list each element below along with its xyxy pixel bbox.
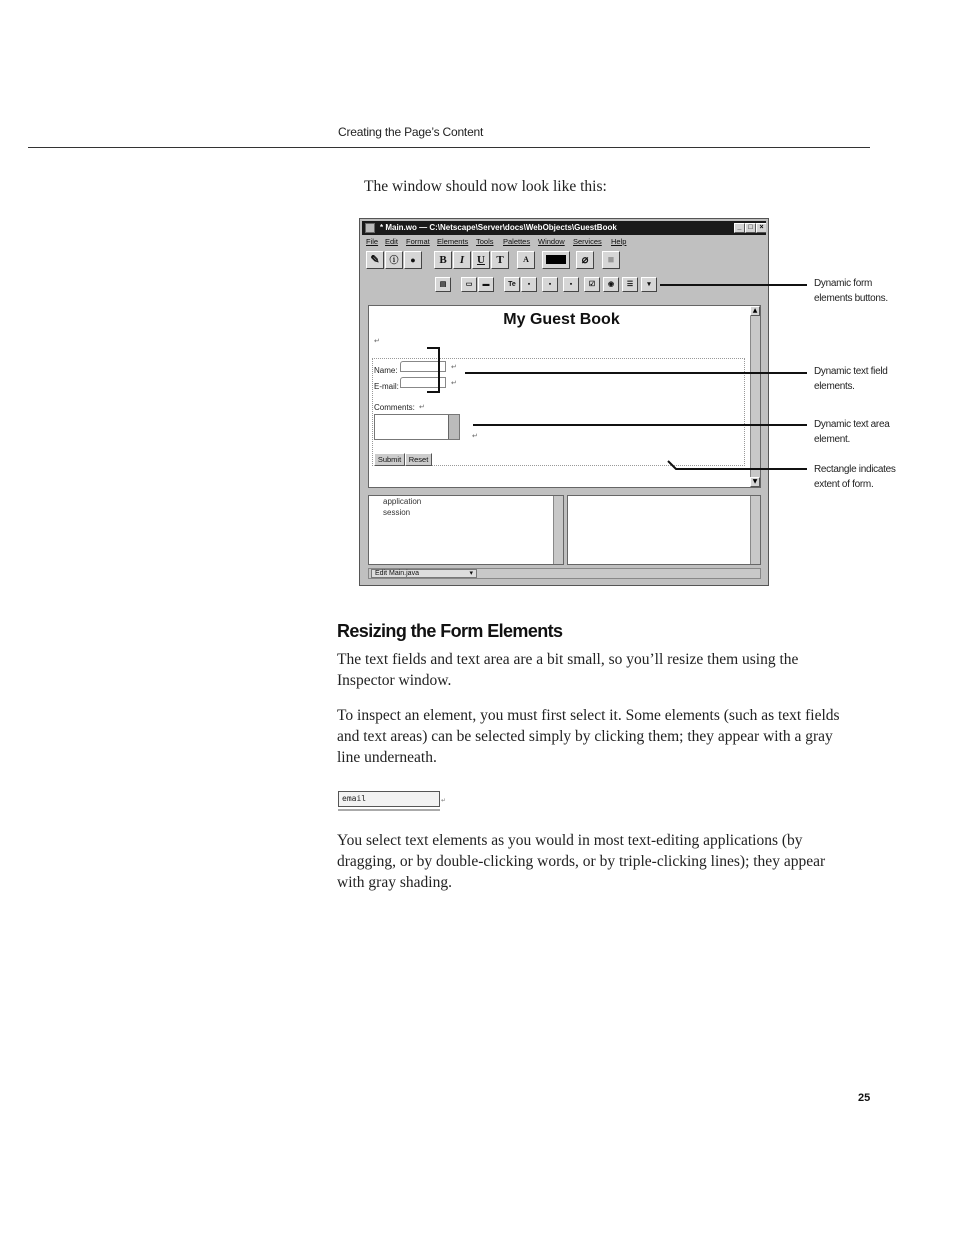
minimize-icon: _ xyxy=(734,223,745,233)
reset-button: Reset xyxy=(405,453,432,466)
callout-text: Dynamic form xyxy=(814,278,873,289)
callout-text: Dynamic text area xyxy=(814,419,890,430)
pencil-icon: ✎ xyxy=(366,251,384,269)
callout-text: element. xyxy=(814,434,850,445)
running-header: Creating the Page’s Content xyxy=(338,125,484,139)
text-style-button: T xyxy=(491,251,509,269)
scroll-up-icon: ▲ xyxy=(750,306,760,316)
password-icon: ▬ xyxy=(478,277,494,292)
page-number: 25 xyxy=(858,1092,871,1104)
popup-icon: ▾ xyxy=(641,277,657,292)
menu-file: File xyxy=(366,237,379,246)
menu-format: Format xyxy=(406,237,430,246)
disabled-icon: ■ xyxy=(602,251,620,269)
paragraph-2: To inspect an element, you must first select it. Some elements (such as text fields and text areas) can be selected simply by clicking them; they appear with a gray line underneath. xyxy=(337,707,840,766)
checkbox-icon: ☑ xyxy=(584,277,600,292)
section-heading: Resizing the Form Elements xyxy=(337,621,563,641)
textarea-icon: Te xyxy=(504,277,520,292)
name-label: Name: xyxy=(374,366,398,375)
email-label: E-mail: xyxy=(374,382,399,391)
close-icon: × xyxy=(756,223,766,233)
font-size-button: A xyxy=(517,251,535,269)
submit-button-icon: ▪ xyxy=(521,277,537,292)
menu-tools: Tools xyxy=(476,237,494,246)
italic-button: I xyxy=(453,251,471,269)
reset-button-icon: ▪ xyxy=(542,277,558,292)
email-field-sample: email xyxy=(338,791,440,807)
return-mark: ↵ xyxy=(451,363,457,371)
return-mark: ↵ xyxy=(472,432,478,440)
image-button-icon: ▪ xyxy=(563,277,579,292)
callout-text: elements buttons. xyxy=(814,293,888,304)
maximize-icon: □ xyxy=(745,223,756,233)
callout-rectangle xyxy=(814,462,896,492)
combo-label: Edit Main.java xyxy=(375,570,419,577)
intro-text: The window should now look like this: xyxy=(364,178,607,195)
return-mark: ↵ xyxy=(419,403,425,411)
menu-help: Help xyxy=(611,237,627,246)
callout-text: Rectangle indicates xyxy=(814,464,896,475)
callout-text: elements. xyxy=(814,381,855,392)
link-icon: ⌀ xyxy=(576,251,594,269)
paragraph-1: The text fields and text area are a bit small, so you’ll resize them using the Inspector window. xyxy=(337,651,799,689)
comments-label: Comments: xyxy=(374,403,415,412)
browser-list-icon: ☰ xyxy=(622,277,638,292)
return-mark: ↵ xyxy=(441,797,447,804)
callout-text: extent of form. xyxy=(814,479,874,490)
callout-text: Dynamic text field xyxy=(814,366,888,377)
selection-underline xyxy=(338,809,440,811)
globe-icon: ● xyxy=(404,251,422,269)
return-mark: ↵ xyxy=(374,337,380,345)
chevron-down-icon: ▾ xyxy=(469,570,473,577)
info-icon: ⓘ xyxy=(385,251,403,269)
scroll-down-icon: ▼ xyxy=(750,477,760,487)
menu-palettes: Palettes xyxy=(503,237,531,246)
underline-button: U xyxy=(472,251,490,269)
textfield-icon: ▭ xyxy=(461,277,477,292)
variable-item: application xyxy=(383,497,422,506)
window-title: * Main.wo — C:\Netscape\Server\docs\WebObjects\GuestBook xyxy=(380,223,617,232)
variable-item: session xyxy=(383,508,411,517)
submit-button: Submit xyxy=(374,453,405,466)
paragraph-3: You select text elements as you would in most text-editing applications (by dragging, or by double-clicking words, or by triple-clicking lines); they appear with gray shading. xyxy=(337,832,826,891)
form-icon: ▤ xyxy=(435,277,451,292)
bold-button: B xyxy=(434,251,452,269)
menu-services: Services xyxy=(573,237,602,246)
menu-window: Window xyxy=(538,237,565,246)
return-mark: ↵ xyxy=(451,379,457,387)
menu-edit: Edit xyxy=(385,237,398,246)
radio-icon: ◉ xyxy=(603,277,619,292)
guest-book-heading: My Guest Book xyxy=(503,311,620,328)
menu-elements: Elements xyxy=(437,237,469,246)
